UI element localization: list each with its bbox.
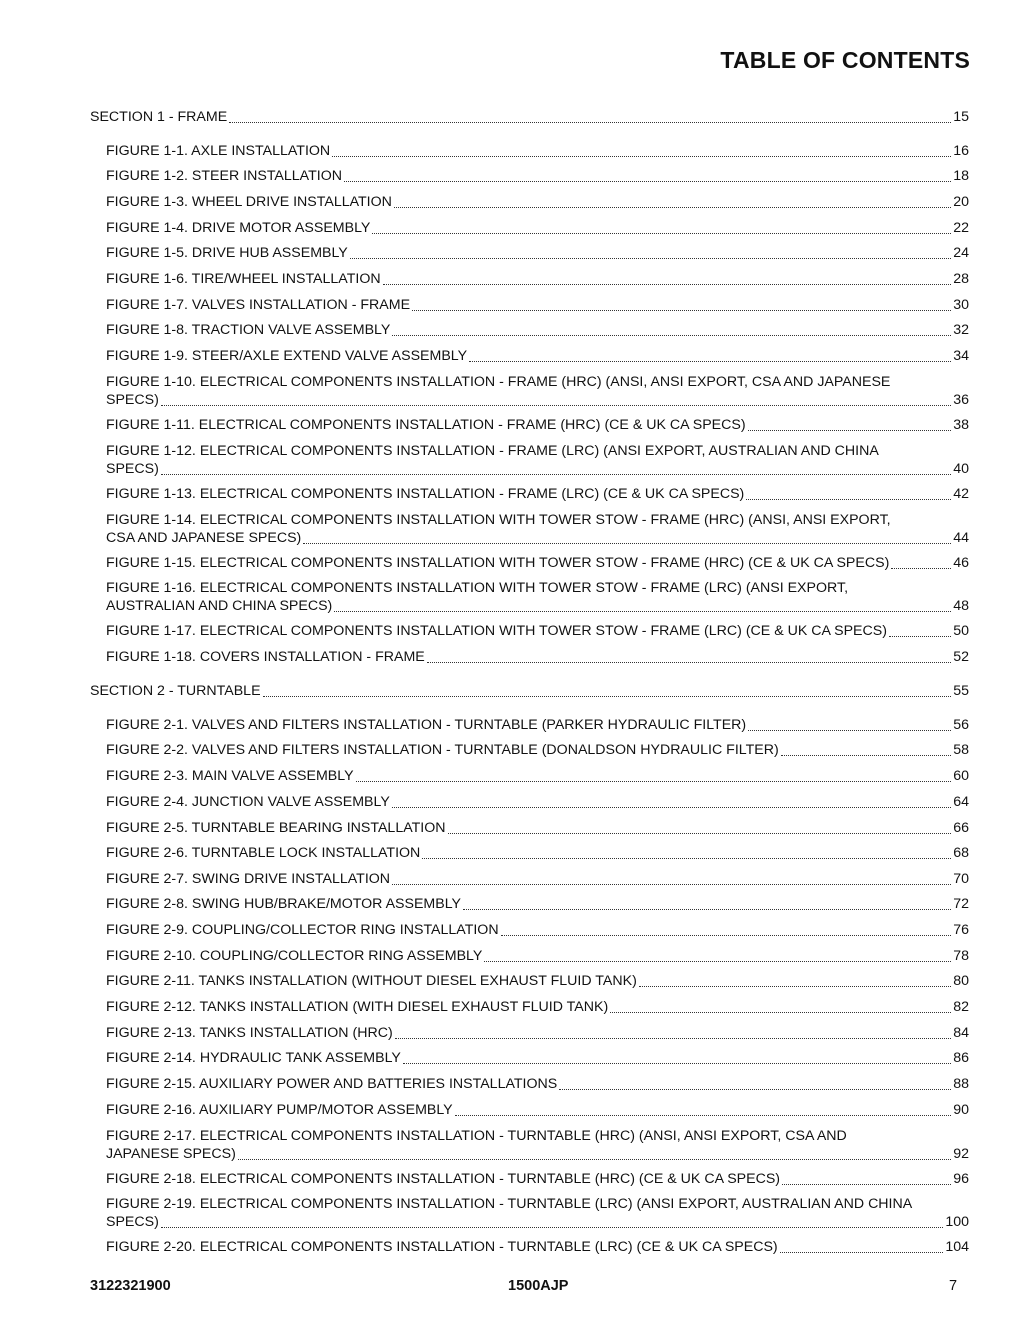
toc-section-entry[interactable] xyxy=(90,109,969,127)
dot-leader xyxy=(889,636,951,637)
toc-entry-title: SECTION 2 - TURNTABLE xyxy=(90,683,261,699)
dot-leader xyxy=(372,233,951,234)
toc-figure-entry[interactable] xyxy=(106,1239,969,1257)
toc-page-number: 30 xyxy=(953,297,969,313)
toc-figure-entry[interactable] xyxy=(106,220,969,238)
toc-entry-title: FIGURE 2-11. TANKS INSTALLATION (WITHOUT DIESEL EXHAUST FLUID TANK) xyxy=(106,973,637,989)
dot-leader xyxy=(344,181,951,182)
toc-entry-title: FIGURE 2-15. AUXILIARY POWER AND BATTERIES INSTALLATIONS xyxy=(106,1076,558,1092)
toc-entry-title: FIGURE 1-15. ELECTRICAL COMPONENTS INSTALLATION WITH TOWER STOW - FRAME (HRC) (CE & UK CA SPECS) xyxy=(106,555,890,571)
toc-page-number: 64 xyxy=(953,794,969,810)
toc-entry-title: FIGURE 1-1. AXLE INSTALLATION xyxy=(106,143,331,159)
dot-leader xyxy=(780,1252,944,1253)
toc-entry-title: FIGURE 2-7. SWING DRIVE INSTALLATION xyxy=(106,871,391,887)
toc-figure-entry[interactable] xyxy=(106,922,969,940)
dot-leader xyxy=(448,833,952,834)
footer-page-number: 7 xyxy=(949,1278,958,1294)
toc-figure-entry[interactable] xyxy=(106,194,969,212)
toc-figure-entry[interactable] xyxy=(106,374,969,409)
toc-page-number: 38 xyxy=(953,417,969,433)
page-title: TABLE OF CONTENTS xyxy=(720,47,970,73)
toc-figure-entry[interactable] xyxy=(106,973,969,991)
toc-figure-entry[interactable] xyxy=(106,580,969,615)
toc-entry-title: FIGURE 1-16. ELECTRICAL COMPONENTS INSTALLATION WITH TOWER STOW - FRAME (LRC) (ANSI EXPORT, xyxy=(106,580,849,596)
toc-entry-title: FIGURE 2-6. TURNTABLE LOCK INSTALLATION xyxy=(106,845,421,861)
toc-page-number: 70 xyxy=(953,871,969,887)
toc-page-number: 28 xyxy=(953,271,969,287)
toc-figure-entry[interactable] xyxy=(106,271,969,289)
toc-figure-entry[interactable] xyxy=(106,1050,969,1068)
dot-leader xyxy=(229,122,951,123)
toc-entry-title: FIGURE 1-3. WHEEL DRIVE INSTALLATION xyxy=(106,194,392,210)
dot-leader xyxy=(501,935,952,936)
toc-entry-title: FIGURE 1-12. ELECTRICAL COMPONENTS INSTALLATION - FRAME (LRC) (ANSI EXPORT, AUSTRALIAN AND CHINA xyxy=(106,443,879,459)
toc-page-number: 104 xyxy=(945,1239,969,1255)
toc-entry-title: FIGURE 2-9. COUPLING/COLLECTOR RING INSTALLATION xyxy=(106,922,499,938)
toc-entry-title: FIGURE 1-11. ELECTRICAL COMPONENTS INSTALLATION - FRAME (HRC) (CE & UK CA SPECS) xyxy=(106,417,746,433)
toc-figure-entry[interactable] xyxy=(106,1102,969,1120)
dot-leader xyxy=(161,474,951,475)
toc-entry-title: FIGURE 2-2. VALVES AND FILTERS INSTALLATION - TURNTABLE (DONALDSON HYDRAULIC FILTER) xyxy=(106,742,779,758)
toc-figure-entry[interactable] xyxy=(106,742,969,760)
toc-figure-entry[interactable] xyxy=(106,623,969,641)
dot-leader xyxy=(463,909,951,910)
dot-leader xyxy=(238,1159,951,1160)
toc-page-number: 66 xyxy=(953,820,969,836)
toc-page-number: 42 xyxy=(953,486,969,502)
toc-figure-entry[interactable] xyxy=(106,417,969,435)
toc-figure-entry[interactable] xyxy=(106,1076,969,1094)
dot-leader xyxy=(639,986,951,987)
dot-leader xyxy=(748,730,951,731)
toc-entry-title-continued: SPECS) xyxy=(106,460,159,477)
toc-page-number: 84 xyxy=(953,1025,969,1041)
toc-page-number: 72 xyxy=(953,896,969,912)
toc-page-number: 60 xyxy=(953,768,969,784)
dot-leader xyxy=(781,755,952,756)
toc-figure-entry[interactable] xyxy=(106,768,969,786)
toc-figure-entry[interactable] xyxy=(106,245,969,263)
toc-entry-title: FIGURE 2-19. ELECTRICAL COMPONENTS INSTALLATION - TURNTABLE (LRC) (ANSI EXPORT, AUSTRALIAN AND CHINA xyxy=(106,1196,913,1212)
dot-leader xyxy=(455,1115,952,1116)
toc-page-number: 56 xyxy=(953,717,969,733)
dot-leader xyxy=(392,335,951,336)
toc-figure-entry[interactable] xyxy=(106,297,969,315)
toc-figure-entry[interactable] xyxy=(106,486,969,504)
toc-entry-title-continued: SPECS) xyxy=(106,391,159,408)
toc-entry-title: FIGURE 2-20. ELECTRICAL COMPONENTS INSTALLATION - TURNTABLE (LRC) (CE & UK CA SPECS) xyxy=(106,1239,778,1255)
toc-entry-title: FIGURE 2-12. TANKS INSTALLATION (WITH DIESEL EXHAUST FLUID TANK) xyxy=(106,999,609,1015)
toc-figure-entry[interactable] xyxy=(106,1171,969,1189)
toc-entry-title: FIGURE 1-9. STEER/AXLE EXTEND VALVE ASSEMBLY xyxy=(106,348,468,364)
toc-figure-entry[interactable] xyxy=(106,1196,969,1231)
toc-entry-title: FIGURE 2-10. COUPLING/COLLECTOR RING ASSEMBLY xyxy=(106,948,483,964)
dot-leader xyxy=(392,884,951,885)
toc-entry-title: SECTION 1 - FRAME xyxy=(90,109,228,125)
toc-entry-title: FIGURE 2-18. ELECTRICAL COMPONENTS INSTALLATION - TURNTABLE (HRC) (CE & UK CA SPECS) xyxy=(106,1171,781,1187)
toc-figure-entry[interactable] xyxy=(106,649,969,667)
toc-figure-entry[interactable] xyxy=(106,999,969,1017)
toc-page-number: 80 xyxy=(953,973,969,989)
dot-leader xyxy=(303,543,951,544)
toc-entry-title: FIGURE 1-6. TIRE/WHEEL INSTALLATION xyxy=(106,271,381,287)
toc-figure-entry[interactable] xyxy=(106,512,969,547)
dot-leader xyxy=(395,1038,952,1039)
dot-leader xyxy=(161,1227,944,1228)
dot-leader xyxy=(334,611,951,612)
toc-entry-title-continued: SPECS) xyxy=(106,1213,159,1230)
toc-figure-entry[interactable] xyxy=(106,443,969,478)
toc-page-number: 32 xyxy=(953,322,969,338)
toc-entry-title: FIGURE 1-10. ELECTRICAL COMPONENTS INSTALLATION - FRAME (HRC) (ANSI, ANSI EXPORT, CSA AND JAPANESE xyxy=(106,374,891,390)
toc-page-number: 76 xyxy=(953,922,969,938)
toc-page-number: 90 xyxy=(953,1102,969,1118)
toc-page-number: 52 xyxy=(953,649,969,665)
toc-entry-title: FIGURE 1-4. DRIVE MOTOR ASSEMBLY xyxy=(106,220,371,236)
toc-figure-entry[interactable] xyxy=(106,322,969,340)
toc-entry-title: FIGURE 1-17. ELECTRICAL COMPONENTS INSTALLATION WITH TOWER STOW - FRAME (LRC) (CE & UK CA SPECS) xyxy=(106,623,887,639)
toc-page-number: 78 xyxy=(953,948,969,964)
toc-figure-entry[interactable] xyxy=(106,845,969,863)
dot-leader xyxy=(394,207,951,208)
toc-entry-title: FIGURE 2-5. TURNTABLE BEARING INSTALLATION xyxy=(106,820,446,836)
dot-leader xyxy=(422,858,951,859)
toc-figure-entry[interactable] xyxy=(106,871,969,889)
toc-figure-entry[interactable] xyxy=(106,794,969,812)
toc-page-number: 22 xyxy=(953,220,969,236)
dot-leader xyxy=(350,258,951,259)
toc-entry-title: FIGURE 1-18. COVERS INSTALLATION - FRAME xyxy=(106,649,425,665)
toc-figure-entry[interactable] xyxy=(106,1128,969,1163)
toc-page-number: 16 xyxy=(953,143,969,159)
toc-entry-title: FIGURE 1-5. DRIVE HUB ASSEMBLY xyxy=(106,245,348,261)
toc-figure-entry[interactable] xyxy=(106,820,969,838)
toc-entry-title: FIGURE 1-14. ELECTRICAL COMPONENTS INSTALLATION WITH TOWER STOW - FRAME (HRC) (ANSI, ANSI EXPORT, xyxy=(106,512,891,528)
toc-page-number: 50 xyxy=(953,623,969,639)
footer-doc-number: 3122321900 xyxy=(90,1278,171,1294)
dot-leader xyxy=(332,156,951,157)
dot-leader xyxy=(356,781,952,782)
toc-page-number: 100 xyxy=(945,1213,969,1230)
toc-figure-entry[interactable] xyxy=(106,143,969,161)
toc-entry-title: FIGURE 1-2. STEER INSTALLATION xyxy=(106,168,342,184)
dot-leader xyxy=(412,310,951,311)
toc-entry-title: FIGURE 2-13. TANKS INSTALLATION (HRC) xyxy=(106,1025,393,1041)
toc-figure-entry[interactable] xyxy=(106,717,969,735)
toc-entry-title: FIGURE 2-16. AUXILIARY PUMP/MOTOR ASSEMBLY xyxy=(106,1102,453,1118)
toc-entry-title: FIGURE 1-8. TRACTION VALVE ASSEMBLY xyxy=(106,322,391,338)
toc-page-number: 24 xyxy=(953,245,969,261)
toc-page-number: 88 xyxy=(953,1076,969,1092)
toc-page-number: 55 xyxy=(953,683,969,699)
dot-leader xyxy=(469,361,951,362)
toc-page-number: 48 xyxy=(953,597,969,614)
dot-leader xyxy=(161,405,951,406)
toc-page-number: 40 xyxy=(953,460,969,477)
toc-entry-title: FIGURE 1-13. ELECTRICAL COMPONENTS INSTALLATION - FRAME (LRC) (CE & UK CA SPECS) xyxy=(106,486,745,502)
toc-entry-title: FIGURE 2-14. HYDRAULIC TANK ASSEMBLY xyxy=(106,1050,401,1066)
toc-figure-entry[interactable] xyxy=(106,348,969,366)
dot-leader xyxy=(263,696,952,697)
toc-entry-title: FIGURE 2-3. MAIN VALVE ASSEMBLY xyxy=(106,768,354,784)
toc-page-number: 92 xyxy=(953,1145,969,1162)
toc-page-number: 18 xyxy=(953,168,969,184)
toc-page-number: 15 xyxy=(953,109,969,125)
toc-entry-title: FIGURE 2-4. JUNCTION VALVE ASSEMBLY xyxy=(106,794,390,810)
dot-leader xyxy=(403,1063,951,1064)
toc-entry-title-continued: CSA AND JAPANESE SPECS) xyxy=(106,529,302,546)
toc-page-number: 44 xyxy=(953,529,969,546)
toc-page-number: 34 xyxy=(953,348,969,364)
toc-figure-entry[interactable] xyxy=(106,1025,969,1043)
dot-leader xyxy=(748,430,952,431)
toc-page-number: 86 xyxy=(953,1050,969,1066)
toc-page-number: 36 xyxy=(953,391,969,408)
toc-figure-entry[interactable] xyxy=(106,168,969,186)
dot-leader xyxy=(782,1184,951,1185)
toc-entry-title: FIGURE 2-1. VALVES AND FILTERS INSTALLATION - TURNTABLE (PARKER HYDRAULIC FILTER) xyxy=(106,717,747,733)
toc-section-entry[interactable] xyxy=(90,683,969,701)
toc-figure-entry[interactable] xyxy=(106,896,969,914)
footer-model: 1500AJP xyxy=(508,1278,569,1294)
dot-leader xyxy=(383,284,952,285)
toc-figure-entry[interactable] xyxy=(106,555,969,573)
toc-entry-title-continued: AUSTRALIAN AND CHINA SPECS) xyxy=(106,597,333,614)
dot-leader xyxy=(484,961,951,962)
toc-figure-entry[interactable] xyxy=(106,948,969,966)
dot-leader xyxy=(427,662,951,663)
dot-leader xyxy=(559,1089,951,1090)
toc-page-number: 46 xyxy=(953,555,969,571)
toc-entry-title: FIGURE 1-7. VALVES INSTALLATION - FRAME xyxy=(106,297,411,313)
dot-leader xyxy=(746,499,951,500)
dot-leader xyxy=(392,807,951,808)
toc-entry-title: FIGURE 2-8. SWING HUB/BRAKE/MOTOR ASSEMBLY xyxy=(106,896,462,912)
dot-leader xyxy=(891,568,951,569)
toc-page-number: 96 xyxy=(953,1171,969,1187)
toc-page-number: 58 xyxy=(953,742,969,758)
toc-page-number: 20 xyxy=(953,194,969,210)
dot-leader xyxy=(610,1012,951,1013)
toc-entry-title-continued: JAPANESE SPECS) xyxy=(106,1145,236,1162)
toc-entry-title: FIGURE 2-17. ELECTRICAL COMPONENTS INSTALLATION - TURNTABLE (HRC) (ANSI, ANSI EXPORT, CSA AND xyxy=(106,1128,847,1144)
toc-page-number: 68 xyxy=(953,845,969,861)
toc-page-number: 82 xyxy=(953,999,969,1015)
